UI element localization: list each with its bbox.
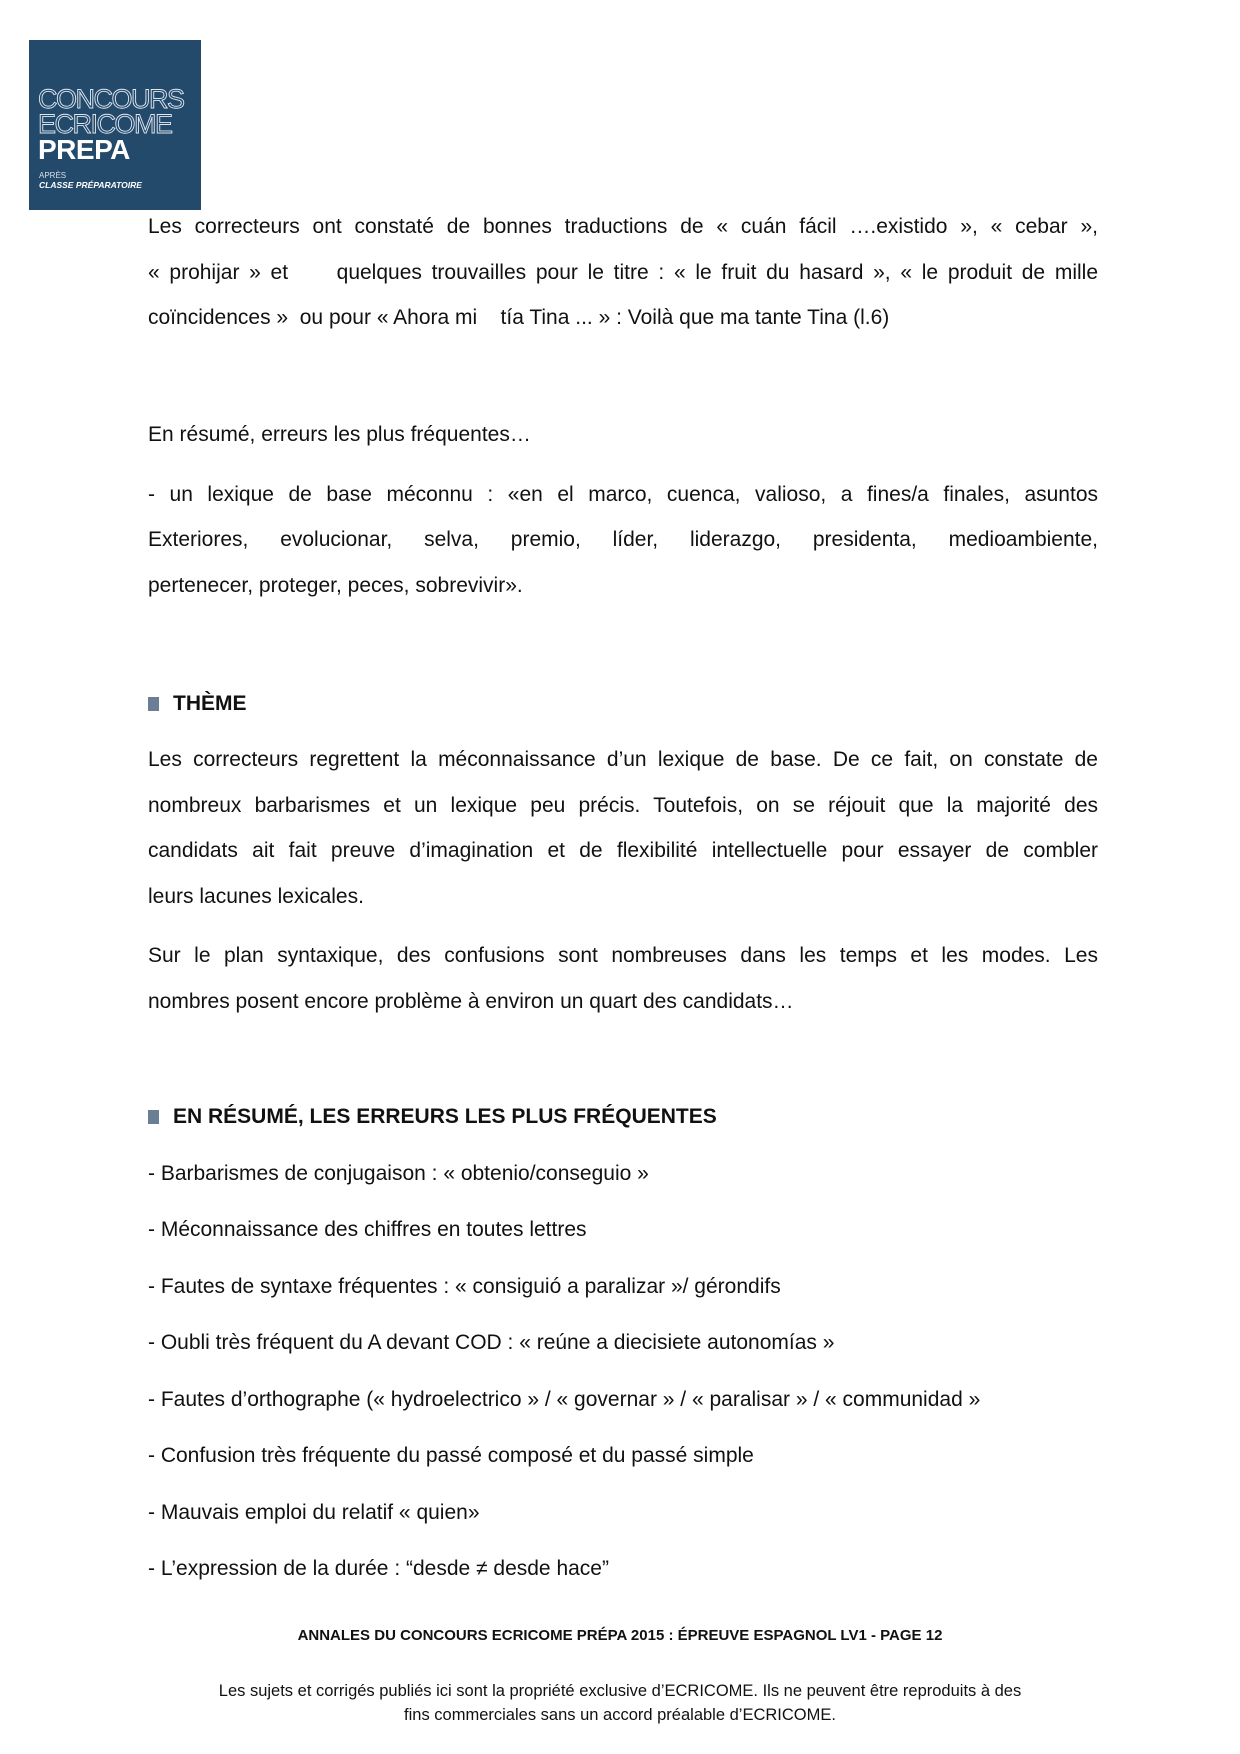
error-item: - Barbarismes de conjugaison : « obtenio/conseguio »: [148, 1162, 649, 1185]
footer-note: [140, 1679, 1100, 1727]
error-item: - Fautes de syntaxe fréquentes : « consiguió a paralizar »/ gérondifs: [148, 1275, 781, 1298]
error-item: - Méconnaissance des chiffres en toutes lettres: [148, 1218, 587, 1241]
logo-line-prepa: PREPA: [38, 134, 130, 165]
theme-p1-line-2: nombreux barbarismes et un lexique peu précis. Toutefois, on se réjouit que la majorité des: [148, 794, 1098, 817]
theme-p2-line-1: Sur le plan syntaxique, des confusions sont nombreuses dans les temps et les modes. Les: [148, 944, 1098, 967]
square-bullet-icon: [148, 1110, 159, 1124]
logo-line-classe-preparatoire: CLASSE PRÉPARATOIRE: [39, 180, 142, 190]
footer-title: ANNALES DU CONCOURS ECRICOME PRÉPA 2015 : ÉPREUVE ESPAGNOL LV1 - PAGE 12: [297, 1627, 943, 1644]
summary-line-2: Exteriores, evolucionar, selva, premio, líder, liderazgo, presidenta, medioambiente,: [148, 528, 1098, 551]
theme-p2-line-2: nombres posent encore problème à environ un quart des candidats…: [148, 990, 794, 1013]
footer-note-line-2: fins commerciales sans un accord préalable d’ECRICOME.: [404, 1706, 836, 1724]
intro-line-1: Les correcteurs ont constaté de bonnes traductions de « cuán fácil ….existido », « cebar »,: [148, 215, 1098, 238]
square-bullet-icon: [148, 697, 159, 711]
intro-line-3: coïncidences » ou pour « Ahora mi tía Tina ... » : Voilà que ma tante Tina (l.6): [148, 306, 890, 329]
theme-heading-text: THÈME: [173, 692, 247, 715]
theme-p1-line-3: candidats ait fait preuve d’imagination et de flexibilité intellectuelle pour essayer de combler: [148, 839, 1098, 862]
logo-line-apres: APRÈS: [39, 171, 67, 180]
error-item: - Mauvais emploi du relatif « quien»: [148, 1501, 480, 1524]
theme-heading: [148, 693, 247, 714]
concours-ecricome-prepa-logo: [29, 40, 201, 210]
error-item: - Confusion très fréquente du passé composé et du passé simple: [148, 1444, 754, 1467]
errors-heading-text: EN RÉSUMÉ, LES ERREURS LES PLUS FRÉQUENTES: [173, 1105, 717, 1128]
summary-title: En résumé, erreurs les plus fréquentes…: [148, 423, 531, 446]
summary-line-1: - un lexique de base méconnu : «en el marco, cuenca, valioso, a fines/a finales, asuntos: [148, 483, 1098, 506]
error-item: - L’expression de la durée : “desde ≠ desde hace”: [148, 1557, 609, 1580]
theme-p1-line-1: Les correcteurs regrettent la méconnaissance d’un lexique de base. De ce fait, on constate de: [148, 748, 1098, 771]
intro-line-2: « prohijar » et quelques trouvailles pour le titre : « le fruit du hasard », « le produit de mille: [148, 261, 1098, 284]
error-item: - Fautes d’orthographe (« hydroelectrico » / « governar » / « paralisar » / « communidad »: [148, 1388, 981, 1411]
footer-note-line-1: Les sujets et corrigés publiés ici sont la propriété exclusive d’ECRICOME. Ils ne peuvent être reproduits à des: [218, 1682, 1022, 1700]
theme-p1-line-4: leurs lacunes lexicales.: [148, 885, 364, 908]
logo-line-concours: CONCOURS: [38, 84, 184, 114]
logo-line-ecricome: ECRICOME: [38, 109, 172, 139]
error-item: - Oubli très fréquent du A devant COD : « reúne a diecisiete autonomías »: [148, 1331, 835, 1354]
summary-line-3: pertenecer, proteger, peces, sobrevivir».: [148, 574, 523, 597]
errors-heading: [148, 1106, 717, 1127]
